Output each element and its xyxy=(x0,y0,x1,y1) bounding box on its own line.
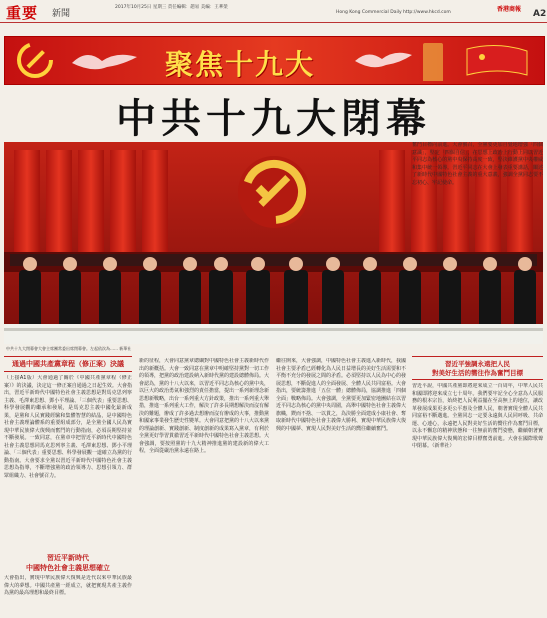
body-text: 習近平說，中國共產黨即將迎來成立一百周年，中華人民共和國即將迎來成立七十周年。我們要牢記全心全意為人民服務的根本宗旨，始終把人民利益擺在至高無上的地位，讓改革發展成果更多更公平惠及全體人民，朝著實現全體人民共同富裕不斷邁進。全黨同志一定要永遠與人民同呼吸、共命運、心連心，永遠把人民對美好生活的嚮往作為奮鬥目標，以永不懈怠的精神狀態和一往無前的奮鬥姿態，繼續朝著實現中華民族偉大復興的宏偉目標奮勇前進。大會在國際歌聲中閉幕。（新華社） xyxy=(412,383,543,449)
subhead: 通過中國共產黨章程（修正案）決議 xyxy=(4,356,132,372)
site-info: Hong Kong Commercial Daily http://www.hkcd.com xyxy=(336,10,451,15)
article-column-2: 新的征程，大會同意黨章總綱對中國特色社會主義新時代作出的新概括。大會一致同意在黨章中明確堅持黨對一切工作的領導，把黨的政治建設納入新時代黨的建設總體佈局。大會認為，黨的十八大以來，以習近平同志為核心的黨中央，以巨大的政治勇氣和強烈的責任擔當，提出一系列新理念新思想新戰略，出台一系列重大方針政策，推出一系列重大舉措，推進一系列重大工作，解決了許多長期想解決而沒有解決的難題，辦成了許多過去想辦而沒有辦成的大事，推動黨和國家事業發生歷史性變革。大會同意把黨的十八大以來黨的理論創新、實踐創新、制度創新的成果寫入黨章，有利於全黨更好學習貫徹習近平新時代中國特色社會主義思想。大會強調，要按照黨的十九大精神推進黨的建設新的偉大工程，全面從嚴治黨永遠在路上。 xyxy=(139,358,269,454)
body-text: 大會指出，實現中華民族偉大復興是近代以來中華民族最偉大的夢想。中國共產黨一經成立，就把實現共產主義作為黨的最高理想和最終目標。 xyxy=(4,575,132,596)
subhead: 習近平新時代 xyxy=(47,554,89,562)
subhead: 中國特色社會主義思想確立 xyxy=(26,564,110,572)
main-headline: 中共十九大閉幕 xyxy=(116,95,431,142)
banner-title: 聚焦十九大 xyxy=(165,48,316,81)
subhead: 對美好生活的嚮往作為奮鬥目標 xyxy=(432,369,523,377)
body-text: 奮鬥目標向前進。大會號召，全黨要更加自覺地增強「四個意識」，堅定「四個自信」，在思想上政治上行動上同以習近平同志為核心的黨中央保持高度一致，堅決維護黨中央權威和集中統一領導。習近平同志在大會上發表重要講話，闡述了新時代中國特色社會主義的重大意義，強調全黨同志要不忘初心、牢記使命。 xyxy=(412,142,543,186)
issue-meta: 2017年10月25日 星期三 責任編輯：趙易 美編：王華榮 xyxy=(115,5,228,10)
body-text: （上接A1版）大會通過了關於《中國共產黨章程（修正案）》的決議，決定這一修正案自通過之日起生效。大會指出，習近平新時代中國特色社會主義思想是對馬克思列寧主義、毛澤東思想、鄧小平理論、「三個代表」重要思想、科學發展觀的繼承和發展，是馬克思主義中國化最新成果，是黨和人民實踐經驗和集體智慧的結晶，是中國特色社會主義理論體系的重要組成部分，是全黨全國人民為實現中華民族偉大復興而奮鬥的行動指南，必須長期堅持並不斷發展。一致同意，在黨章中把習近平新時代中國特色社會主義思想同馬克思列寧主義、毛澤東思想、鄧小平理論、「三個代表」重要思想、科學發展觀一道確立為黨的行動指南。大會要求全黨以習近平新時代中國特色社會主義思想為指導，不斷增強黨的政治領導力、思想引領力、群眾組織力、社會號召力。 xyxy=(4,375,132,479)
article-column-1 xyxy=(4,356,132,599)
hammer-sickle-icon xyxy=(15,40,55,80)
tiananmen-icon xyxy=(423,43,443,81)
subsection-title: 新聞 xyxy=(52,9,71,19)
section-title: 重要 xyxy=(6,4,39,22)
page-number: A2 xyxy=(533,9,547,19)
topic-banner xyxy=(4,36,545,85)
article-column-3: 繼往開來，大會強調，中國特色社會主義進入新時代，我國社會主要矛盾已經轉化為人民日益增長的美好生活需要和不平衡不充分的發展之間的矛盾。必須堅持以人民為中心的發展思想，不斷促進人的全面發展、全體人民共同富裕。大會指出，要統籌推進「五位一體」總體佈局，協調推進「四個全面」戰略佈局。大會強調，全黨要更加緊密地團結在以習近平同志為核心的黨中央周圍，高舉中國特色社會主義偉大旗幟，鍥而不捨、一以貫之，為決勝全面建成小康社會、奪取新時代中國特色社會主義偉大勝利、實現中華民族偉大復興的中國夢、實現人民對美好生活的嚮往繼續奮鬥。 xyxy=(276,358,406,432)
dove-icon xyxy=(67,43,147,79)
photo-caption: 中共十九大閉幕會大會主席團常委出席閉幕會。左起依次為…… 新華社 xyxy=(6,346,132,351)
flag-icon xyxy=(457,41,537,81)
newspaper-logo: 香港商報 xyxy=(497,6,522,13)
dove-icon xyxy=(350,43,420,79)
subhead: 習近平強調永遠把人民 xyxy=(445,360,510,368)
article-column-4b xyxy=(412,356,543,613)
article-column-4 xyxy=(412,142,543,352)
page-header xyxy=(0,0,547,23)
